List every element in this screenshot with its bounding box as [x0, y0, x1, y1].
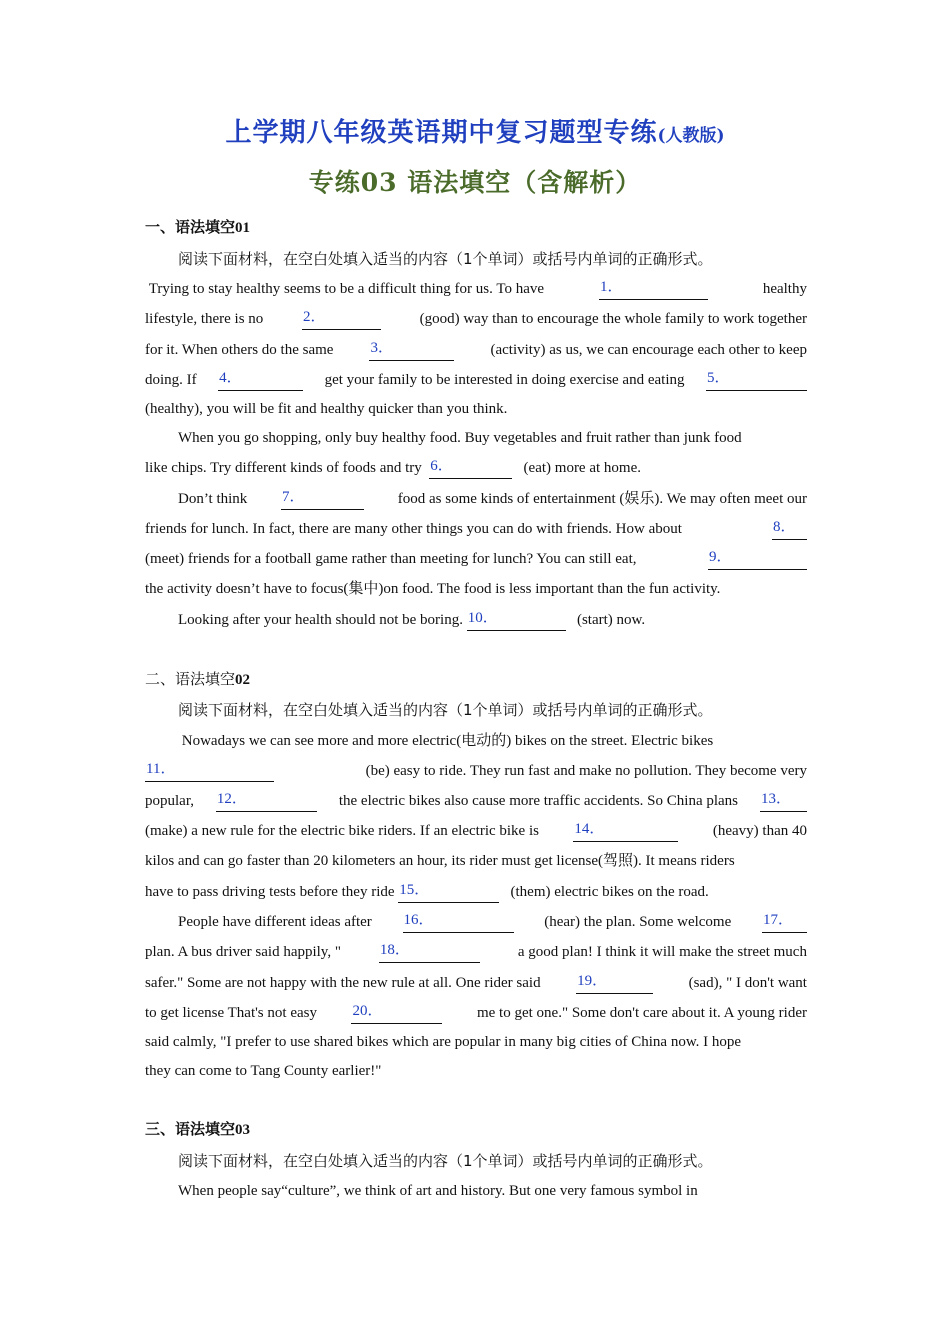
passage-line: to get license That's not easy 20． me to get one." Some don't care about it. A young rider	[145, 1002, 807, 1024]
blank-18[interactable]: 18．	[379, 941, 480, 963]
blank-9[interactable]: 9．	[708, 548, 807, 570]
passage-line: friends for lunch. In fact, there are many other things you can do with friends. How about 8．	[145, 518, 807, 540]
blank-4[interactable]: 4．	[218, 369, 303, 391]
blank-15[interactable]: 15．	[398, 881, 499, 903]
passage-line: they can come to Tang County earlier!"	[145, 1063, 382, 1079]
passage-line: kilos and can go faster than 20 kilometers an hour, its rider must get license(驾照). It means riders	[145, 853, 735, 869]
passage-line: (healthy), you will be fit and healthy quicker than you think.	[145, 401, 508, 417]
blank-19[interactable]: 19．	[576, 972, 653, 994]
blank-7[interactable]: 7．	[281, 488, 364, 510]
passage-line: lifestyle, there is no 2． (good) way than to encourage the whole family to work together	[145, 308, 807, 330]
blank-2[interactable]: 2．	[302, 308, 381, 330]
blank-1[interactable]: 1．	[599, 278, 708, 300]
document-subtitle: 专练03 语法填空（含解析）	[308, 168, 642, 197]
passage-line: for it. When others do the same 3． (activity) as us, we can encourage each other to keep	[145, 339, 807, 361]
passage-line: like chips. Try different kinds of foods and try 6． (eat) more at home.	[145, 457, 807, 479]
blank-11[interactable]: 11．	[145, 760, 274, 782]
passage-line: (make) a new rule for the electric bike riders. If an electric bike is 14． (heavy) than 40	[145, 820, 807, 842]
passage-line: popular, 12． the electric bikes also cause more traffic accidents. So China plans 13．	[145, 790, 807, 812]
blank-16[interactable]: 16．	[403, 911, 514, 933]
section-heading-3: 三、语法填空03	[145, 1120, 251, 1138]
passage-line: When you go shopping, only buy healthy food. Buy vegetables and fruit rather than junk food	[178, 430, 742, 446]
blank-14[interactable]: 14．	[573, 820, 678, 842]
passage-line: 11． (be) easy to ride. They run fast and make no pollution. They become very	[145, 760, 807, 782]
passage-line: Looking after your health should not be boring. 10． (start) now.	[178, 609, 807, 631]
passage-line: Trying to stay healthy seems to be a difficult thing for us. To have 1． healthy	[145, 278, 807, 300]
passage-line: plan. A bus driver said happily, " 18． a good plan! I think it will make the street much	[145, 941, 807, 963]
blank-10[interactable]: 10．	[467, 609, 566, 631]
passage-line: When people say“culture”, we think of art and history. But one very famous symbol in	[178, 1183, 698, 1199]
section-instruction-1: 阅读下面材料，在空白处填入适当的内容（1个单词）或括号内单词的正确形式。	[178, 250, 713, 268]
blank-5[interactable]: 5．	[706, 369, 807, 391]
passage-line: have to pass driving tests before they ride 15． (them) electric bikes on the road.	[145, 881, 807, 903]
passage-line: (meet) friends for a football game rather than meeting for lunch? You can still eat, 9．	[145, 548, 807, 570]
section-heading-2: 二、语法填空02	[145, 670, 251, 688]
passage-line: safer." Some are not happy with the new rule at all. One rider said 19． (sad), " I don't want	[145, 972, 807, 994]
passage-line: Nowadays we can see more and more electric(电动的) bikes on the street. Electric bikes	[181, 733, 714, 749]
passage-line: Don’t think 7． food as some kinds of entertainment (娱乐). We may often meet our	[178, 488, 807, 510]
section-instruction-2: 阅读下面材料，在空白处填入适当的内容（1个单词）或括号内单词的正确形式。	[178, 701, 713, 719]
blank-8[interactable]: 8．	[772, 518, 807, 540]
section-heading-1: 一、语法填空01	[145, 218, 251, 236]
passage-line: said calmly, "I prefer to use shared bikes which are popular in many big cities of China now. I hope	[145, 1034, 742, 1050]
blank-3[interactable]: 3．	[369, 339, 454, 361]
document-title: 上学期八年级英语期中复习题型专练(人教版)	[225, 118, 725, 148]
passage-line: the activity doesn’t have to focus(集中)on food. The food is less important than the fun activity.	[145, 581, 721, 597]
passage-line: People have different ideas after 16． (hear) the plan. Some welcome 17．	[178, 911, 807, 933]
blank-20[interactable]: 20．	[351, 1002, 442, 1024]
blank-12[interactable]: 12．	[216, 790, 317, 812]
blank-17[interactable]: 17．	[762, 911, 807, 933]
section-instruction-3: 阅读下面材料，在空白处填入适当的内容（1个单词）或括号内单词的正确形式。	[178, 1152, 713, 1170]
blank-6[interactable]: 6．	[429, 457, 512, 479]
blank-13[interactable]: 13．	[760, 790, 807, 812]
passage-line: doing. If 4． get your family to be interested in doing exercise and eating 5．	[145, 369, 807, 391]
